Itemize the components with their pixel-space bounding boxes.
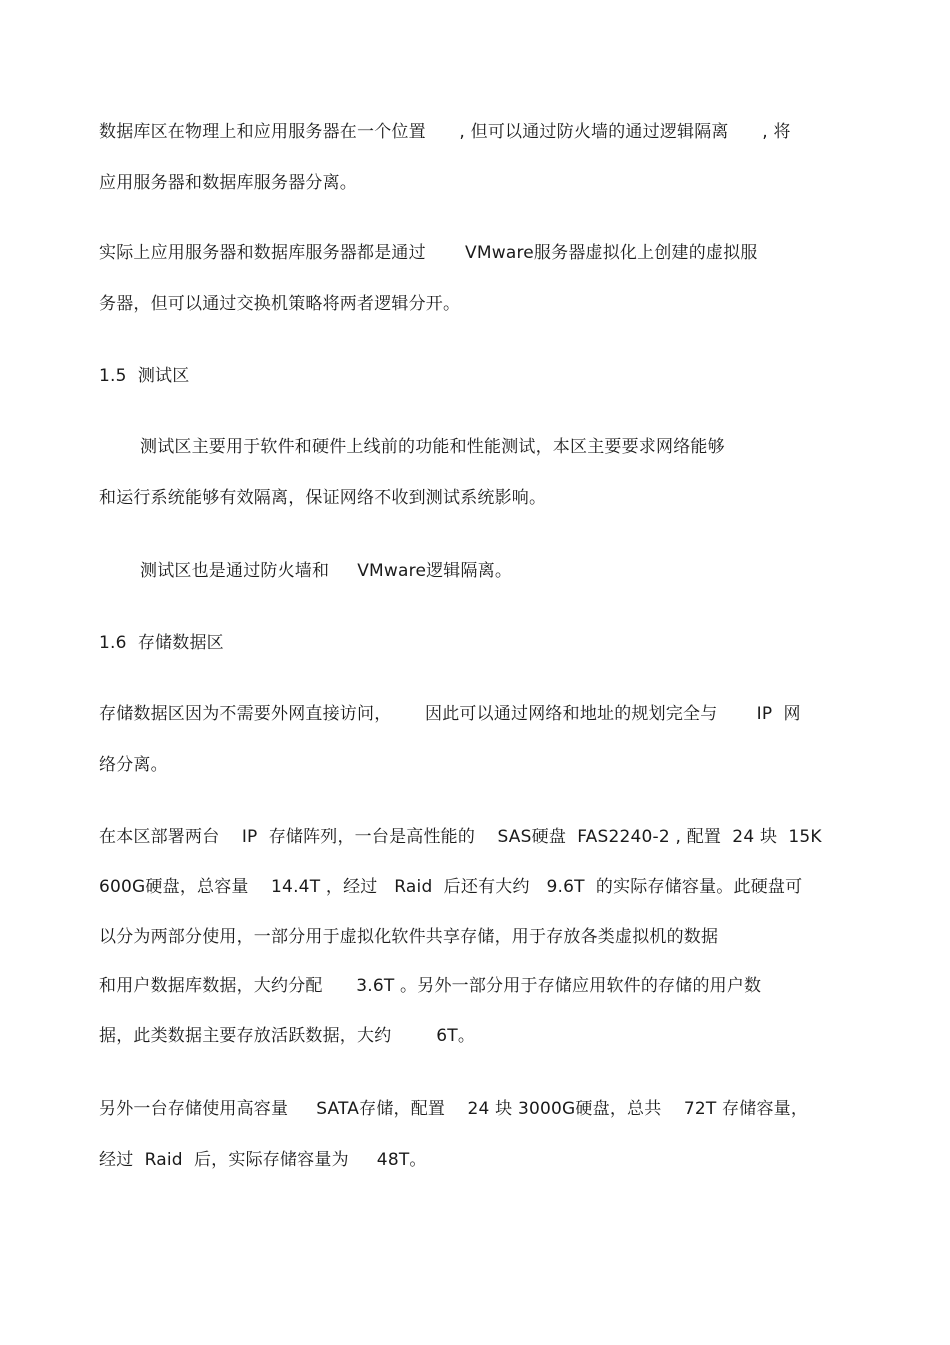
paragraph-line: 在本区部署两台 IP 存储阵列，一台是高性能的 SAS硬盘 FAS2240-2 , 配置 24 块 15K [99,827,822,847]
paragraph-line: 以分为两部分使用，一部分用于虚拟化软件共享存储，用于存放各类虚拟机的数据 [99,927,719,947]
paragraph-line: 另外一台存储使用高容量 SATA存储，配置 24 块 3000G硬盘，总共 72T 存储容量， [99,1099,809,1119]
paragraph-line: 存储数据区因为不需要外网直接访问， 因此可以通过网络和地址的规划完全与 IP 网 [99,704,801,724]
paragraph-line: 测试区主要用于软件和硬件上线前的功能和性能测试，本区主要要求网络能够 [140,437,725,457]
paragraph-line: 应用服务器和数据库服务器分离。 [99,173,357,193]
paragraph-line: 600G硬盘，总容量 14.4T ，经过 Raid 后还有大约 9.6T 的实际存储容量。此硬盘可 [99,877,803,897]
paragraph-line: 经过 Raid 后，实际存储容量为 48T。 [99,1150,427,1170]
paragraph-line: 务器，但可以通过交换机策略将两者逻辑分开。 [99,294,461,314]
paragraph-line: 据，此类数据主要存放活跃数据，大约 6T。 [99,1026,476,1046]
paragraph-line: 和用户数据库数据，大约分配 3.6T 。另外一部分用于存储应用软件的存储的用户数 [99,976,762,996]
paragraph-line: 络分离。 [99,755,168,775]
paragraph-line: 和运行系统能够有效隔离，保证网络不收到测试系统影响。 [99,488,547,508]
section-heading: 1.6 存储数据区 [99,633,224,653]
paragraph-line: 实际上应用服务器和数据库服务器都是通过 VMware服务器虚拟化上创建的虚拟服 [99,243,758,263]
paragraph-line: 数据库区在物理上和应用服务器在一个位置 , 但可以通过防火墙的通过逻辑隔离 , 将 [99,122,791,142]
paragraph-line: 测试区也是通过防火墙和 VMware逻辑隔离。 [140,561,513,581]
section-heading: 1.5 测试区 [99,366,190,386]
